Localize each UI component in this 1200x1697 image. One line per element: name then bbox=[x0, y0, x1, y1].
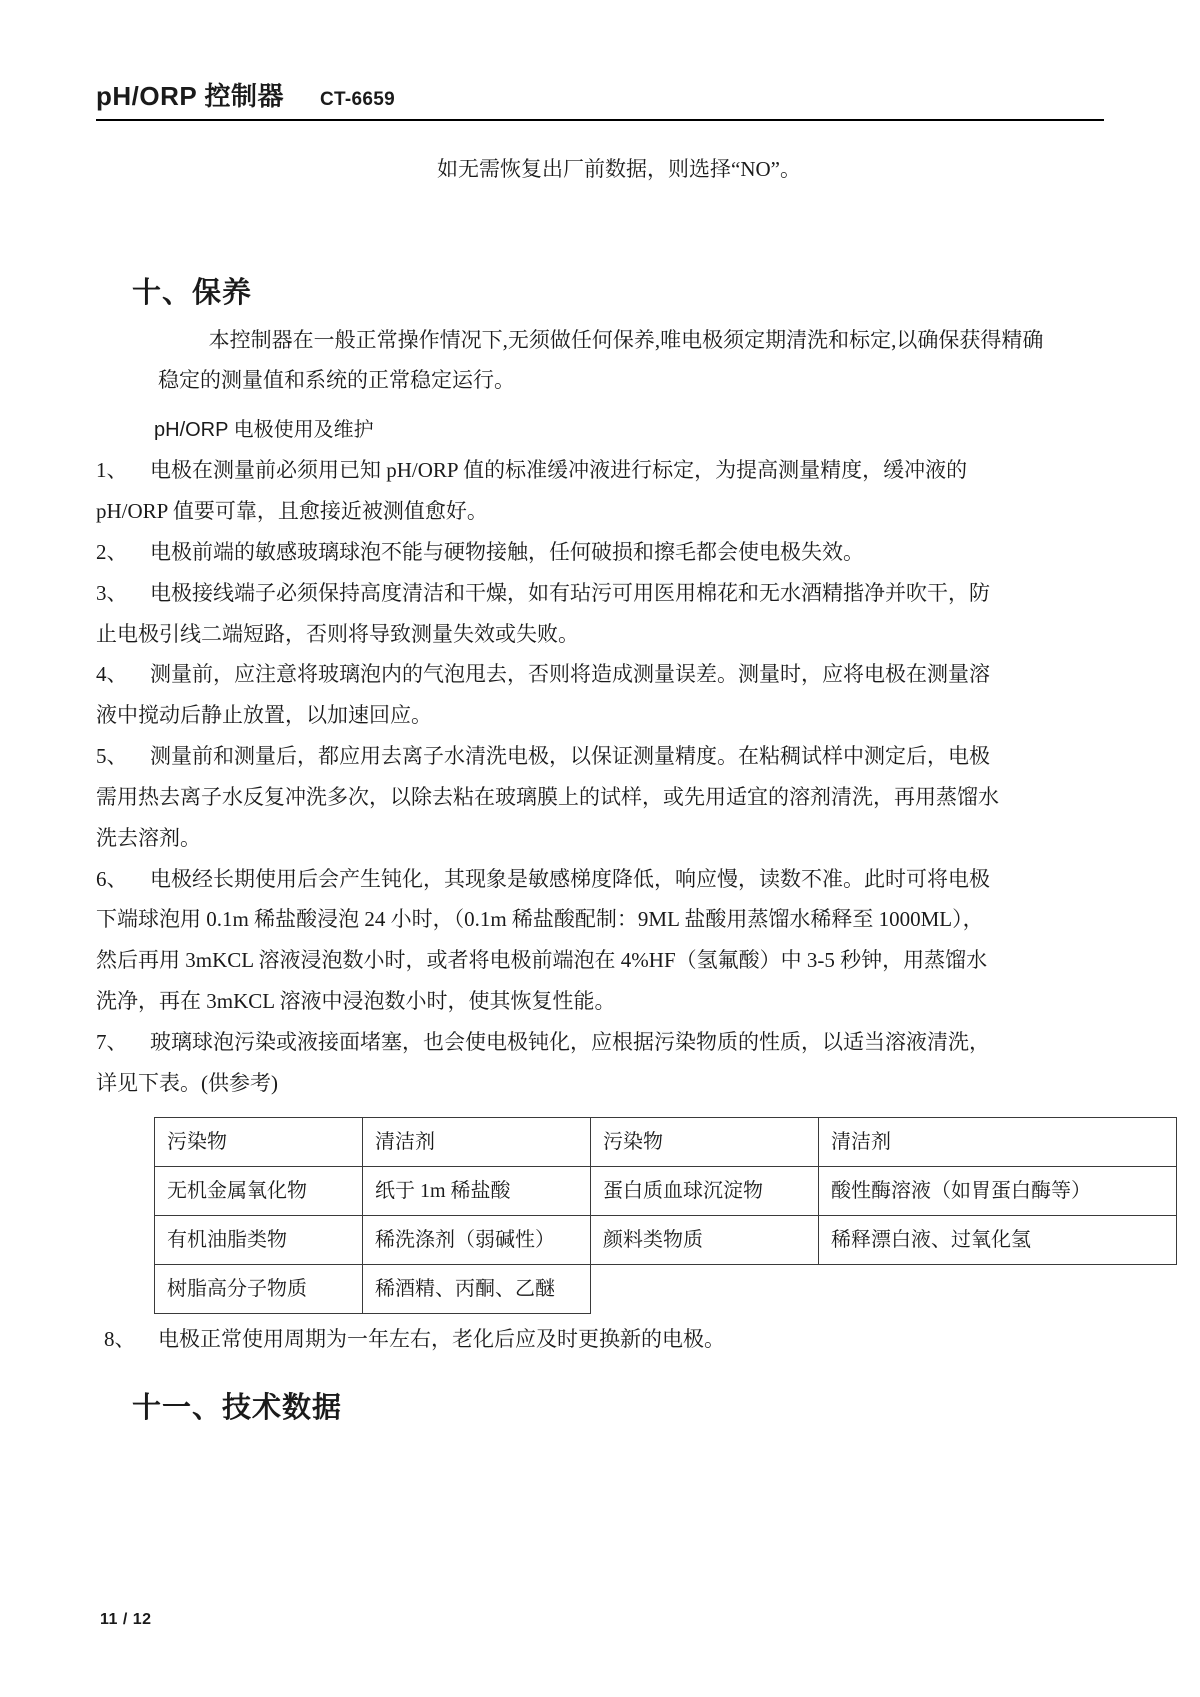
list-item-5-line-2: 需用热去离子水反复冲洗多次，以除去粘在玻璃膜上的试样，或先用适宜的溶剂清洗，再用蒸馏水 bbox=[96, 784, 999, 809]
list-item-7-line-2: 详见下表。(供参考) bbox=[96, 1070, 278, 1095]
list-item-5-line-1: 测量前和测量后，都应用去离子水清洗电极，以保证测量精度。在粘稠试样中测定后，电极 bbox=[150, 744, 990, 769]
table-cell-contaminant-1: 无机金属氧化物 bbox=[155, 1166, 363, 1215]
contaminant-cleaner-table bbox=[154, 1117, 1177, 1314]
list-item-3 bbox=[96, 574, 1106, 613]
list-item-8-line-1: 电极正常使用周期为一年左右，老化后应及时更换新的电极。 bbox=[158, 1326, 725, 1351]
section-heading-technical-data: 十一、技术数据 bbox=[132, 1391, 343, 1424]
list-item-4-line-1: 测量前，应注意将玻璃泡内的气泡甩去，否则将造成测量误差。测量时，应将电极在测量溶 bbox=[150, 662, 990, 687]
list-item-7-line-1: 玻璃球泡污染或液接面堵塞，也会使电极钝化，应根据污染物质的性质，以适当溶液清洗， bbox=[150, 1030, 990, 1054]
list-item-6-line-3: 然后再用 3mKCL 溶液浸泡数小时，或者将电极前端泡在 4%HF（氢氟酸）中 3-5 秒钟，用蒸馏水 bbox=[96, 948, 988, 973]
list-item-6-number: 6、 bbox=[96, 866, 128, 891]
list-item-5-number: 5、 bbox=[96, 744, 128, 769]
section-intro-line-1: 本控制器在一般正常操作情况下,无须做任何保养,唯电极须定期清洗和标定,以确保获得精确 bbox=[208, 327, 1044, 352]
carryover-note: 如无需恢复出厂前数据，则选择“NO”。 bbox=[437, 157, 801, 181]
table-cell-contaminant-1: 有机油脂类物 bbox=[155, 1215, 363, 1264]
page-content bbox=[96, 140, 1106, 1436]
table-cell-contaminant-2: 蛋白质血球沉淀物 bbox=[591, 1166, 819, 1215]
list-item-3-line-2: 止电极引线二端短路，否则将导致测量失效或失败。 bbox=[96, 621, 579, 646]
section-heading-maintenance: 十、保养 bbox=[132, 276, 253, 309]
list-item-6 bbox=[96, 860, 1106, 899]
table-cell-cleaner-1: 稀洗涤剂（弱碱性） bbox=[363, 1215, 591, 1264]
subheading-electrode-usage: pH/ORP 电极使用及维护 bbox=[154, 419, 374, 442]
table-row bbox=[155, 1264, 1177, 1313]
list-item-2-line-1: 电极前端的敏感玻璃球泡不能与硬物接触，任何破损和擦毛都会使电极失效。 bbox=[150, 539, 864, 564]
table-cell-contaminant-1: 树脂高分子物质 bbox=[155, 1264, 363, 1313]
list-item-1-number: 1、 bbox=[96, 458, 128, 483]
list-item-2 bbox=[96, 533, 1106, 572]
table-row bbox=[155, 1215, 1177, 1264]
list-item-1 bbox=[96, 451, 1106, 490]
list-item-8-number: 8、 bbox=[104, 1326, 136, 1351]
header-product-title: pH/ORP 控制器 bbox=[96, 81, 284, 111]
table-cell-cleaner-1: 纸于 1m 稀盐酸 bbox=[363, 1166, 591, 1215]
page-number: 11 / 12 bbox=[100, 1611, 152, 1628]
list-item-7 bbox=[96, 1023, 1106, 1062]
table-header-contaminant-2: 污染物 bbox=[591, 1117, 819, 1166]
list-item-3-line-1: 电极接线端子必须保持高度清洁和干燥，如有玷污可用医用棉花和无水酒精揩净并吹干，防 bbox=[150, 580, 990, 605]
header-model-number: CT-6659 bbox=[319, 89, 395, 110]
list-item-6-line-4: 洗净，再在 3mKCL 溶液中浸泡数小时，使其恢复性能。 bbox=[96, 989, 616, 1014]
table-header-cleaner-1: 清洁剂 bbox=[363, 1117, 591, 1166]
table-cell-cleaner-2: 稀释漂白液、过氧化氢 bbox=[819, 1215, 1177, 1264]
table-header-contaminant-1: 污染物 bbox=[155, 1117, 363, 1166]
list-item-4 bbox=[96, 655, 1106, 694]
section-intro-line-2: 稳定的测量值和系统的正常稳定运行。 bbox=[158, 368, 515, 393]
table-cell-contaminant-2: 颜料类物质 bbox=[591, 1215, 819, 1264]
table-cell-empty bbox=[819, 1264, 1177, 1313]
table-cell-empty bbox=[591, 1264, 819, 1313]
list-item-4-line-2: 液中搅动后静止放置，以加速回应。 bbox=[96, 703, 432, 728]
page-footer bbox=[100, 1611, 152, 1629]
table-cell-cleaner-2: 酸性酶溶液（如胃蛋白酶等） bbox=[819, 1166, 1177, 1215]
table-header-cleaner-2: 清洁剂 bbox=[819, 1117, 1177, 1166]
list-item-5 bbox=[96, 737, 1106, 776]
table-header-row bbox=[155, 1117, 1177, 1166]
table-cell-cleaner-1: 稀酒精、丙酮、乙醚 bbox=[363, 1264, 591, 1313]
list-item-6-line-1: 电极经长期使用后会产生钝化，其现象是敏感梯度降低，响应慢，读数不准。此时可将电极 bbox=[150, 866, 990, 891]
list-item-8 bbox=[96, 1320, 1106, 1359]
list-item-1-line-1: 电极在测量前必须用已知 pH/ORP 值的标准缓冲液进行标定，为提高测量精度，缓冲液的 bbox=[150, 458, 968, 483]
table-row bbox=[155, 1166, 1177, 1215]
list-item-4-number: 4、 bbox=[96, 662, 128, 687]
list-item-1-line-2: pH/ORP 值要可靠，且愈接近被测值愈好。 bbox=[96, 499, 488, 524]
list-item-3-number: 3、 bbox=[96, 580, 128, 605]
list-item-7-number: 7、 bbox=[96, 1030, 128, 1054]
list-item-6-line-2: 下端球泡用 0.1m 稀盐酸浸泡 24 小时，（0.1m 稀盐酸配制：9ML 盐酸用蒸馏水稀释至 1000ML）， bbox=[96, 907, 984, 932]
list-item-2-number: 2、 bbox=[96, 539, 128, 564]
list-item-5-line-3: 洗去溶剂。 bbox=[96, 825, 201, 850]
page-header bbox=[96, 76, 1104, 121]
